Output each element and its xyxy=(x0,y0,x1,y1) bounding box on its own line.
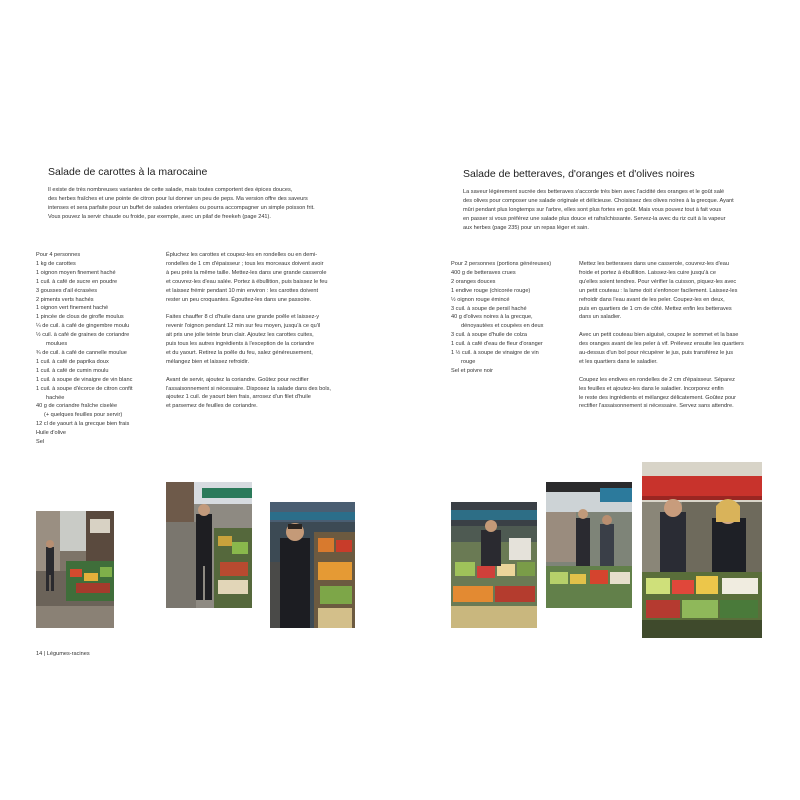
method-step xyxy=(579,376,769,412)
method-line: et du yaourt. Retirez la poêle du feu, salez généreusement, xyxy=(166,349,313,356)
ingredient-item: 40 g d'olives noires à la grecque, xyxy=(451,314,533,321)
method-line: mélangez bien et laissez refroidir. xyxy=(166,358,250,365)
intro-line: en passer si vous préférez une salade plus douce et rafraîchissante. Servez-la avec du riz cuit à la vapeur xyxy=(463,215,726,222)
method-line: des oranges avant de les peler à vif. Prélevez ensuite les quartiers xyxy=(579,341,744,348)
method-line: les feuilles et ajoutez-les dans le saladier. Incorporez enfin xyxy=(579,385,724,392)
ingredient-item: ¼ de cuil. à café de gingembre moulu xyxy=(36,323,130,330)
ingredient-item: 12 cl de yaourt à la grecque bien frais xyxy=(36,421,130,428)
ingredient-item: 1 cuil. à soupe de vinaigre de vin blanc xyxy=(36,376,133,383)
left-recipe-title: Salade de carottes à la marocaine xyxy=(48,166,208,178)
method-line: rondelles de 1 cm d'épaisseur ; tous les morceaux doivent avoir xyxy=(166,260,324,267)
ingredient-item: Pour 2 personnes (portions généreuses) xyxy=(451,261,552,267)
method-step xyxy=(166,313,356,366)
intro-line: Il existe de très nombreuses variantes de cette salade, mais toutes comportent des épices douces, xyxy=(48,187,293,193)
ingredient-item: 1 pincée de clous de girofle moulus xyxy=(36,314,124,321)
method-line: rester un peu croquantes. Égouttez-les dans une passoire. xyxy=(166,296,312,303)
ingredient-item: 2 piments verts hachés xyxy=(36,296,94,303)
vendor-at-stall-photo xyxy=(166,482,252,608)
ingredient-item: 1 ½ cuil. à soupe de vinaigre de vin xyxy=(451,350,539,357)
ingredient-item: 1 cuil. à café de cumin moulu xyxy=(36,367,109,374)
intro-line: des herbes fraîches et une pointe de citron pour lui donner un peu de peps. Ma version offre des saveurs xyxy=(48,195,308,202)
ingredient-item: 1 cuil. à soupe d'écorce de citron confit xyxy=(36,385,133,392)
ingredient-item: 3 cuil. à soupe d'huile de colza xyxy=(451,332,528,339)
ingredient-item: 400 g de betteraves crues xyxy=(451,269,516,276)
method-line: et laissez frémir pendant 10 min environ : les carottes doivent xyxy=(166,287,319,294)
method-line: revenir l'oignon pendant 12 min sur feu moyen, jusqu'à ce qu'il xyxy=(166,323,321,330)
right-recipe-title: Salade de betteraves, d'oranges et d'olives noires xyxy=(463,168,695,180)
ingredient-item: ½ cuil. à café de graines de coriandre xyxy=(36,332,130,339)
ingredient-item: 40 g de coriandre fraîche ciselée xyxy=(36,403,118,410)
method-line: Épluchez les carottes et coupez-les en rondelles ou en demi- xyxy=(166,252,318,258)
method-line: Mettez les betteraves dans une casserole, couvrez-les d'eau xyxy=(579,261,730,267)
ingredient-item: 1 cuil. à café de paprika doux xyxy=(36,358,109,365)
method-line: Faites chauffer 8 cl d'huile dans une grande poêle et laissez-y xyxy=(166,314,320,321)
ingredient-item: Huile d'olive xyxy=(36,430,66,437)
method-line: Coupez les endives en rondelles de 2 cm d'épaisseur. Séparez xyxy=(579,376,735,383)
left-ingredient-list xyxy=(36,251,158,447)
vegetable-stall-photo xyxy=(451,502,537,628)
ingredient-item: ½ oignon rouge émincé xyxy=(451,296,510,303)
intro-line: La saveur légèrement sucrée des betteraves s'accorde très bien avec l'acidité des oranges et le goût salé xyxy=(463,189,725,195)
ingredient-item: dénoyautées et coupées en deux xyxy=(461,323,544,330)
method-line: et parsemez de feuilles de coriandre. xyxy=(166,403,258,410)
method-line: l'assaisonnement si nécessaire. Disposez la salade dans des bols, xyxy=(166,385,331,392)
ingredient-item: Sel et poivre noir xyxy=(451,367,493,374)
right-method xyxy=(579,260,769,420)
ingredient-item: 3 gousses d'ail écrasées xyxy=(36,287,98,294)
ingredient-item: 3 cuil. à soupe de persil haché xyxy=(451,305,527,312)
intro-line: aux herbes (page 235) pour un repas léger et sain. xyxy=(463,224,589,231)
ingredient-item: 1 cuil. à café de sucre en poudre xyxy=(36,278,118,285)
method-line: dans un saladier. xyxy=(579,314,622,321)
market-street-photo xyxy=(36,511,114,628)
ingredient-item: Pour 4 personnes xyxy=(36,252,81,258)
ingredient-item: 1 endive rouge (chicorée rouge) xyxy=(451,287,531,294)
method-line: ait pris une jolie teinte brun clair. Ajoutez les carottes cuites, xyxy=(166,332,314,339)
page-footer: 14 | Légumes-racines xyxy=(36,651,90,657)
ingredient-item: moulues xyxy=(46,341,68,348)
intro-line: mûri pendant plus longtemps sur l'arbre, elles sont plus fortes en goût. Mais vous pouvez tout à fait vous xyxy=(463,206,722,213)
vendor-serving-customer-photo xyxy=(642,462,762,638)
ingredient-item: 1 cuil. à café d'eau de fleur d'oranger xyxy=(451,341,543,348)
method-line: puis en quartiers de 1 cm de côté. Mettez enfin les betteraves xyxy=(579,305,732,312)
method-line: à peu près la même taille. Mettez-les dans une grande casserole xyxy=(166,269,327,276)
method-step xyxy=(579,331,769,367)
method-line: refroidir dans l'eau avant de les peler. Coupez-les en deux, xyxy=(579,296,725,303)
ingredient-item: 1 oignon vert finement haché xyxy=(36,305,109,312)
ingredient-item: 2 oranges douces xyxy=(451,278,496,285)
market-crowd-photo xyxy=(546,482,632,608)
method-line: froide et portez à ébullition. Laissez-les cuire jusqu'à ce xyxy=(579,269,716,276)
method-line: au-dessus d'un bol pour récupérer le jus, puis transférez le jus xyxy=(579,350,734,357)
intro-line: Vous pouvez la servir chaude ou froide, par exemple, avec un pilaf de freekeh (page 241). xyxy=(48,213,271,220)
method-line: et couvrez-les d'eau salée. Portez à ébullition, puis baissez le feu xyxy=(166,278,328,285)
left-method xyxy=(166,251,356,420)
method-line: un petit couteau : la lame doit s'enfoncer facilement. Laissez-les xyxy=(579,287,738,294)
method-line: Avant de servir, ajoutez la coriandre. Goûtez pour rectifier xyxy=(166,376,309,383)
method-step xyxy=(579,260,769,322)
method-step xyxy=(166,376,356,412)
method-line: ajoutez 1 cuil. de yaourt bien frais, arrosez d'un filet d'huile xyxy=(166,394,311,401)
right-recipe-intro xyxy=(463,188,734,233)
ingredient-item: 1 kg de carottes xyxy=(36,260,76,267)
ingredient-item: 1 oignon moyen finement haché xyxy=(36,269,116,276)
method-line: Avec un petit couteau bien aiguisé, coupez le sommet et la base xyxy=(579,332,739,339)
method-line: puis tous les autres ingrédients à l'exception de la coriandre xyxy=(166,341,315,348)
ingredient-item: (+ quelques feuilles pour servir) xyxy=(44,412,123,419)
method-line: et les quartiers dans le saladier. xyxy=(579,358,658,365)
ingredient-item: hachée xyxy=(46,394,65,401)
ingredient-item: rouge xyxy=(461,358,476,365)
ingredient-item: Sel xyxy=(36,439,45,446)
left-recipe-intro xyxy=(48,186,315,222)
intro-line: des olives pour composer une salade originale et délicieuse. Choisissez des olives noires à la grecque. Ayant xyxy=(463,197,734,204)
right-ingredient-list xyxy=(451,260,573,376)
method-line: rectifier l'assaisonnement si nécessaire. Servez sans attendre. xyxy=(579,403,734,410)
intro-line: intenses et sera parfaite pour un buffet de salades orientales ou pourra accompagner un simple poisson frit. xyxy=(48,204,315,211)
man-with-crates-photo xyxy=(270,502,355,628)
ingredient-item: ¾ de cuil. à café de cannelle moulue xyxy=(36,349,127,356)
method-line: le reste des ingrédients et mélangez délicatement. Goûtez pour xyxy=(579,394,737,401)
method-line: qu'elles soient tendres. Pour vérifier la cuisson, piquez-les avec xyxy=(579,278,737,285)
method-step xyxy=(166,251,356,304)
